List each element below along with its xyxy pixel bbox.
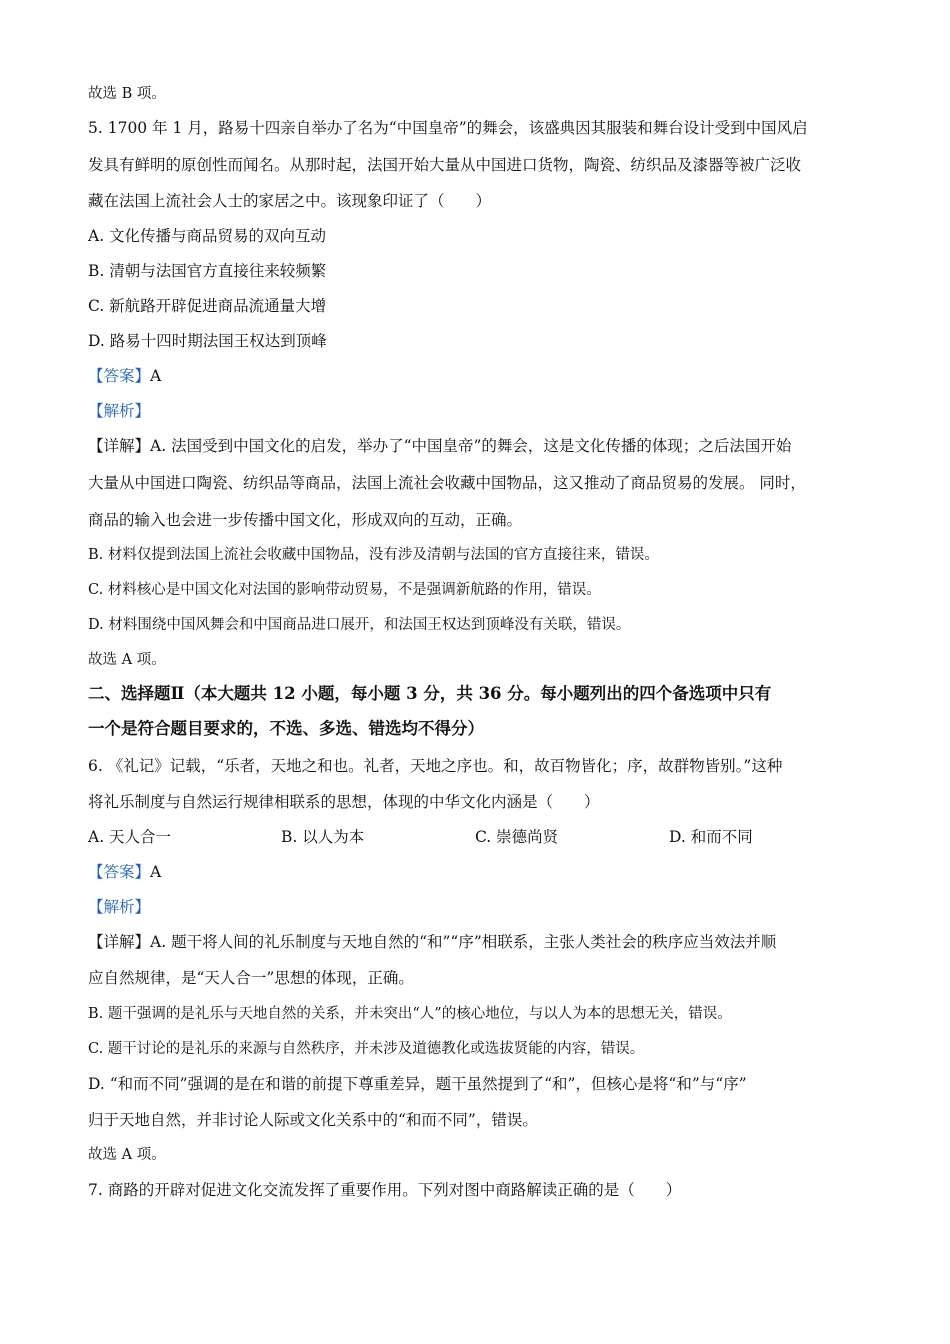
question-6-detail-b: B. 题干强调的是礼乐与天地自然的关系，并未突出“人”的核心地位，与以人为本的思想无关，错误。	[88, 1006, 732, 1022]
question-6-option-b: B. 以人为本	[281, 828, 365, 846]
question-5-detail: 大量从中国进口陶瓷、纺织品等商品，法国上流社会收藏中国物品，这又推动了商品贸易的发展。 同时，	[88, 474, 806, 492]
question-6-detail-d: D. “和而不同”强调的是在和谐的前提下尊重差异，题干虽然提到了“和”，但核心是将“和”与“序”	[88, 1075, 747, 1093]
question-5-detail-b: B. 材料仅提到法国上流社会收藏中国物品，没有涉及清朝与法国的官方直接往来，错误。	[88, 547, 659, 563]
question-6-detail	[88, 932, 776, 952]
question-5-option-c: C. 新航路开辟促进商品流通量大增	[88, 297, 327, 315]
text-line: 故选 B 项。	[88, 86, 166, 102]
question-6-conclusion: 故选 A 项。	[88, 1147, 166, 1163]
question-6-detail-c: C. 题干讨论的是礼乐的来源与自然秩序，并未涉及道德教化或选拔贤能的内容，错误。	[88, 1041, 645, 1057]
detail-text: A. 法国受到中国文化的启发，举办了“中国皇帝”的舞会，这是文化传播的体现；之后法国开始	[150, 437, 792, 455]
detail-tag: 【详解】	[88, 933, 151, 951]
question-6-option-c: C. 崇德尚贤	[475, 828, 559, 846]
question-5-detail-d: D. 材料围绕中国风舞会和中国商品进口展开，和法国王权达到顶峰没有关联，错误。	[88, 617, 631, 633]
question-5-answer	[88, 366, 161, 386]
answer-value: A	[150, 367, 162, 385]
section-heading: 二、选择题Ⅱ（本大题共 12 小题，每小题 3 分，共 36 分。每小题列出的四个备选项中只有	[88, 684, 772, 703]
question-5-stem: 5. 1700 年 1 月，路易十四亲自举办了名为“中国皇帝”的舞会，该盛典因其服装和舞台设计受到中国风启	[88, 119, 808, 137]
section-heading: 一个是符合题目要求的，不选、多选、错选均不得分）	[88, 719, 484, 738]
answer-tag: 【答案】	[88, 863, 151, 881]
question-6-option-a: A. 天人合一	[88, 828, 172, 846]
question-5-detail-c: C. 材料核心是中国文化对法国的影响带动贸易，不是强调新航路的作用，错误。	[88, 582, 601, 598]
question-5-option-d: D. 路易十四时期法国王权达到顶峰	[88, 332, 327, 350]
question-7-stem: 7. 商路的开辟对促进文化交流发挥了重要作用。下列对图中商路解读正确的是（ ）	[88, 1181, 682, 1199]
question-6-detail: 应自然规律，是“天人合一”思想的体现，正确。	[88, 969, 414, 987]
question-5-stem: 发具有鲜明的原创性而闻名。从那时起，法国开始大量从中国进口货物，陶瓷、纺织品及漆器等被广泛收	[88, 156, 802, 174]
question-5-option-a: A. 文化传播与商品贸易的双向互动	[88, 227, 327, 245]
question-6-option-d: D. 和而不同	[669, 828, 753, 846]
question-6-answer	[88, 862, 161, 882]
question-5-option-b: B. 清朝与法国官方直接往来较频繁	[88, 262, 327, 280]
answer-tag: 【答案】	[88, 367, 151, 385]
question-5-conclusion: 故选 A 项。	[88, 652, 166, 668]
analysis-tag: 【解析】	[88, 898, 151, 916]
question-6-detail-d: 归于天地自然，并非讨论人际或文化关系中的“和而不同”，错误。	[88, 1111, 538, 1129]
question-5-detail: 商品的输入也会进一步传播中国文化，形成双向的互动，正确。	[88, 511, 523, 529]
analysis-tag: 【解析】	[88, 402, 151, 420]
detail-text: A. 题干将人间的礼乐制度与天地自然的“和”“序”相联系，主张人类社会的秩序应当效法并顺	[150, 933, 777, 951]
detail-tag: 【详解】	[88, 437, 151, 455]
answer-value: A	[150, 863, 162, 881]
question-5-stem: 藏在法国上流社会人士的家居之中。该现象印证了（ ）	[88, 192, 492, 210]
question-6-stem: 6. 《礼记》记载，“乐者，天地之和也。礼者，天地之序也。和，故百物皆化；序，故群物皆别。”这种	[88, 757, 783, 775]
question-6-stem: 将礼乐制度与自然运行规律相联系的思想，体现的中华文化内涵是（ ）	[88, 793, 600, 811]
question-5-detail	[88, 436, 791, 456]
